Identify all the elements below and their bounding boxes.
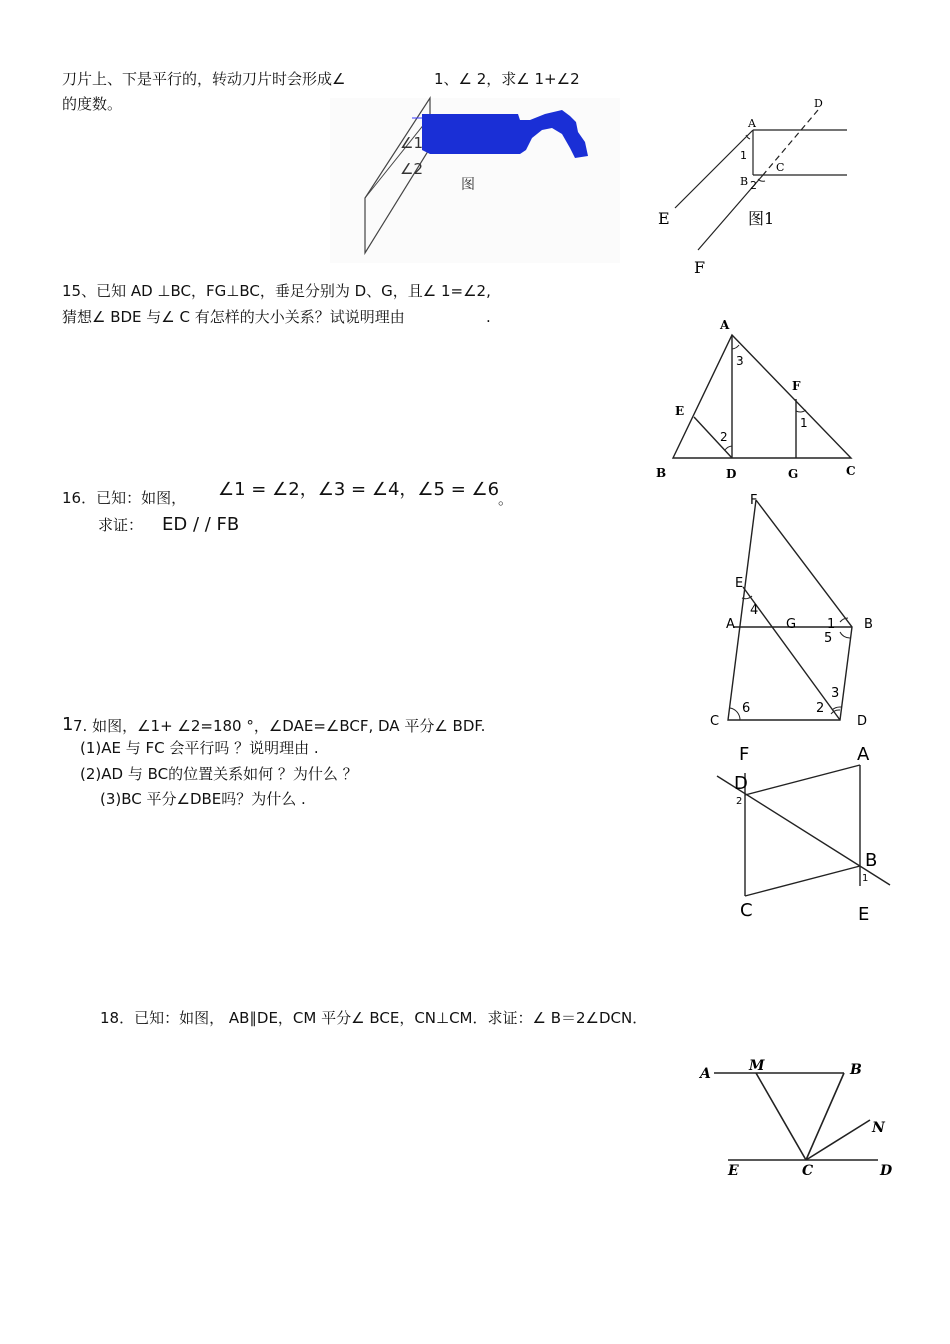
q18-figure — [696, 1052, 906, 1182]
q17-sub2: (2)AD 与 BC的位置关系如何 ？为什么 ？ — [80, 765, 358, 783]
q14-geometry-figure — [650, 95, 870, 280]
q15-text-line2b: . — [486, 308, 491, 326]
photo-angle2-label: ∠2 — [400, 160, 423, 178]
q16-label-C: C — [710, 714, 720, 729]
q16-label-F: F — [750, 493, 758, 508]
q15-text-line1: 15、已知 AD ⊥BC，FG⊥BC，垂足分别为 D、G，且∠ 1=∠2, — [62, 282, 491, 300]
q14-label-E: E — [658, 209, 670, 228]
q17-label-E: E — [858, 904, 870, 925]
q15-text-line2a: 猜想∠ BDE 与∠ C 有怎样的大小关系？试说明理由 — [62, 308, 405, 326]
q15-label-B: B — [656, 466, 667, 480]
q18-label-B: B — [850, 1062, 862, 1078]
q17-label-F: F — [739, 744, 750, 765]
photo-caption: 图 — [461, 177, 475, 193]
q15-triangle-figure — [650, 315, 870, 485]
q16-text-end: 。 — [498, 490, 514, 508]
q16-text-math: ∠1 = ∠2，∠3 = ∠4，∠5 = ∠6 — [218, 479, 500, 500]
q17-sub1: (1)AE 与 FC 会平行吗 ？说明理由 . — [80, 739, 319, 757]
q18-label-N: N — [872, 1120, 885, 1136]
q17-label-D: D — [734, 773, 748, 794]
q15-label-G: G — [788, 467, 799, 481]
q16-angle-2: 2 — [816, 701, 825, 716]
photo-angle1-label: ∠1 — [400, 134, 423, 152]
q15-angle-2: 2 — [720, 430, 728, 444]
q14-fig-caption: 图1 — [748, 209, 775, 228]
q16-angle-4: 4 — [750, 603, 759, 618]
q16-label-G: G — [786, 617, 797, 632]
q16-quadrilateral-figure — [700, 490, 900, 735]
q16-prove-label: 求证： — [98, 516, 144, 534]
q16-label-E: E — [735, 576, 744, 591]
q14-text-line1a: 刀片上、下是平行的，转动刀片时会形成∠ — [62, 70, 346, 88]
q15-label-F: F — [792, 379, 801, 393]
q16-angle-6: 6 — [742, 701, 751, 716]
q16-label-B: B — [864, 617, 873, 632]
q18-label-A: A — [700, 1066, 711, 1082]
q14-label-B: B — [740, 175, 749, 188]
q17-figure — [705, 738, 905, 928]
q18-label-M: M — [749, 1058, 765, 1074]
q14-blade-figure — [330, 98, 630, 268]
q16-label-D: D — [857, 714, 868, 729]
q18-label-C: C — [802, 1163, 814, 1179]
q18-text-line: 18．已知：如图， AB∥DE，CM 平分∠ BCE，CN⊥CM．求证：∠ B＝2∠DCN． — [100, 1009, 648, 1027]
q17-angle-2: 2 — [736, 796, 743, 807]
q14-angle-1: 1 — [740, 149, 747, 162]
q16-angle-1: 1 — [827, 617, 836, 632]
q15-label-D: D — [726, 467, 737, 481]
q17-text-line1: 7. 如图，∠1+ ∠2=180 °，∠DAE=∠BCF, DA 平分∠ BDF. — [73, 717, 486, 735]
q17-label-C: C — [740, 900, 753, 921]
q17-label-B: B — [865, 850, 878, 871]
q14-text-line2: 的度数。 — [62, 95, 123, 113]
q15-angle-1: 1 — [800, 416, 808, 430]
q15-label-E: E — [675, 404, 685, 418]
q17-label-A: A — [857, 744, 870, 765]
q15-label-A: A — [720, 318, 730, 332]
q15-label-C: C — [846, 464, 856, 478]
q16-prove-statement: ED / / FB — [162, 514, 240, 535]
q17-number: 1 — [62, 714, 74, 735]
q14-label-D: D — [814, 97, 823, 110]
q14-label-F: F — [694, 258, 706, 277]
q18-label-D: D — [880, 1163, 893, 1179]
q15-angle-3: 3 — [736, 354, 744, 368]
q17-angle-1: 1 — [862, 873, 869, 884]
q14-label-A: A — [748, 117, 756, 130]
q17-sub3: (3)BC 平分∠DBE吗？为什么 . — [100, 790, 306, 808]
q16-angle-3: 3 — [831, 686, 840, 701]
q16-text-label: 16．已知：如图， — [62, 489, 187, 507]
q16-label-A: A — [726, 617, 735, 632]
q16-angle-5: 5 — [824, 631, 833, 646]
q14-text-line1b: 1、∠ 2，求∠ 1+∠2 — [434, 70, 580, 88]
q14-angle-2: 2 — [750, 179, 757, 192]
q18-label-E: E — [728, 1163, 739, 1179]
q14-label-C: C — [776, 161, 785, 174]
